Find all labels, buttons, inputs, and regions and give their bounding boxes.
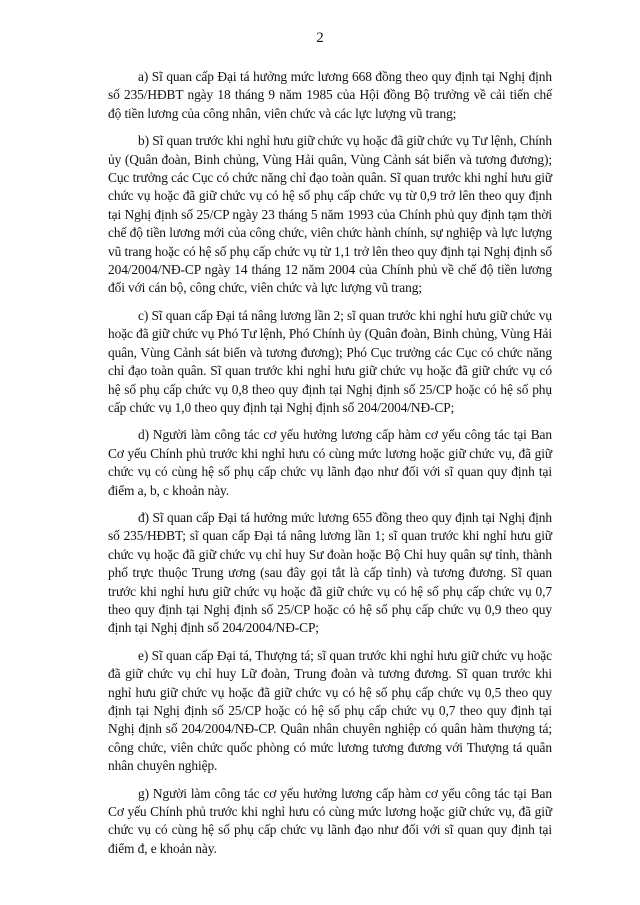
paragraph-a: a) Sĩ quan cấp Đại tá hưởng mức lương 668 đồng theo quy định tại Nghị định số 235/HĐBT ngày 18 tháng 9 năm 1985 của Hội đồng Bộ trưởng về cải tiến chế độ tiền lương của công nhân, viên chức và các lực lượng vũ trang; — [108, 69, 552, 121]
document-body — [108, 68, 552, 867]
paragraph-e: e) Sĩ quan cấp Đại tá, Thượng tá; sĩ quan trước khi nghỉ hưu giữ chức vụ hoặc đã giữ chức vụ chỉ huy Lữ đoàn, Trung đoàn và tương đương. Sĩ quan trước khi nghỉ hưu giữ chức vụ hoặc đã giữ chức vụ có hệ số phụ cấp chức vụ 0,5 theo quy định tại Nghị định số 25/CP hoặc có hệ số phụ cấp chức vụ 0,7 theo quy định tại Nghị định số 204/2004/NĐ-CP. Quân nhân chuyên nghiệp có quân hàm thượng tá; công chức, viên chức quốc phòng có mức lương tương đương với Thượng tá quân nhân chuyên nghiệp. — [108, 647, 552, 774]
paragraph-g: g) Người làm công tác cơ yếu hưởng lương cấp hàm cơ yếu công tác tại Ban Cơ yếu Chính phủ trước khi nghỉ hưu có cùng mức lương hoặc giữ chức vụ, đã giữ chức vụ có cùng hệ số phụ cấp chức vụ lãnh đạo như đối với sĩ quan quy định tại điểm đ, e khoản này. — [108, 785, 552, 856]
paragraph-dd: đ) Sĩ quan cấp Đại tá hưởng mức lương 655 đồng theo quy định tại Nghị định số 235/HĐBT; sĩ quan cấp Đại tá nâng lương lần 1; sĩ quan trước khi nghỉ hưu giữ chức vụ hoặc đã giữ chức vụ chỉ huy Sư đoàn hoặc Bộ Chỉ huy quân sự tỉnh, thành phố trực thuộc Trung ương (sau đây gọi tắt là cấp tỉnh) và tương đương. Sĩ quan trước khi nghỉ hưu giữ chức vụ hoặc đã giữ chức vụ có hệ số phụ cấp chức vụ 0,7 theo quy định tại Nghị định số 25/CP hoặc có hệ số phụ cấp chức vụ 0,9 theo quy định tại Nghị định số 204/2004/NĐ-CP; — [108, 509, 552, 636]
page-number: 2 — [316, 30, 324, 46]
paragraph-d: d) Người làm công tác cơ yếu hưởng lương cấp hàm cơ yếu công tác tại Ban Cơ yếu Chính phủ trước khi nghỉ hưu có cùng mức lương hoặc giữ chức vụ, đã giữ chức vụ có cùng hệ số phụ cấp chức vụ lãnh đạo như đối với sĩ quan quy định tại điểm a, b, c khoản này. — [108, 427, 552, 498]
paragraph-b: b) Sĩ quan trước khi nghỉ hưu giữ chức vụ hoặc đã giữ chức vụ Tư lệnh, Chính ủy (Quân đoàn, Binh chủng, Vùng Hải quân, Vùng Cảnh sát biển và tương đương); Cục trưởng các Cục có chức năng chỉ đạo toàn quân. Sĩ quan trước khi nghỉ hưu giữ chức vụ hoặc đã giữ chức vụ có hệ số phụ cấp chức vụ từ 0,9 trở lên theo quy định tại Nghị định số 25/CP ngày 23 tháng 5 năm 1993 của Chính phủ quy định tạm thời chế độ tiền lương mới của công chức, viên chức hành chính, sự nghiệp và lực lượng vũ trang hoặc có hệ số phụ cấp chức vụ từ 1,1 trở lên theo quy định tại Nghị định số 204/2004/NĐ-CP ngày 14 tháng 12 năm 2004 của Chính phủ về chế độ tiền lương đối với cán bộ, công chức, viên chức và lực lượng vũ trang; — [108, 133, 552, 296]
paragraph-c: c) Sĩ quan cấp Đại tá nâng lương lần 2; sĩ quan trước khi nghỉ hưu giữ chức vụ hoặc đã giữ chức vụ Phó Tư lệnh, Phó Chính ủy (Quân đoàn, Binh chủng, Vùng Hải quân, Vùng Cảnh sát biển và tương đương); Phó Cục trưởng các Cục có chức năng chỉ đạo toàn quân. Sĩ quan trước khi nghỉ hưu giữ chức vụ hoặc đã giữ chức vụ có hệ số phụ cấp chức vụ 0,8 theo quy định tại Nghị định số 25/CP hoặc có hệ số phụ cấp chức vụ 1,0 theo quy định tại Nghị định số 204/2004/NĐ-CP; — [108, 307, 552, 415]
